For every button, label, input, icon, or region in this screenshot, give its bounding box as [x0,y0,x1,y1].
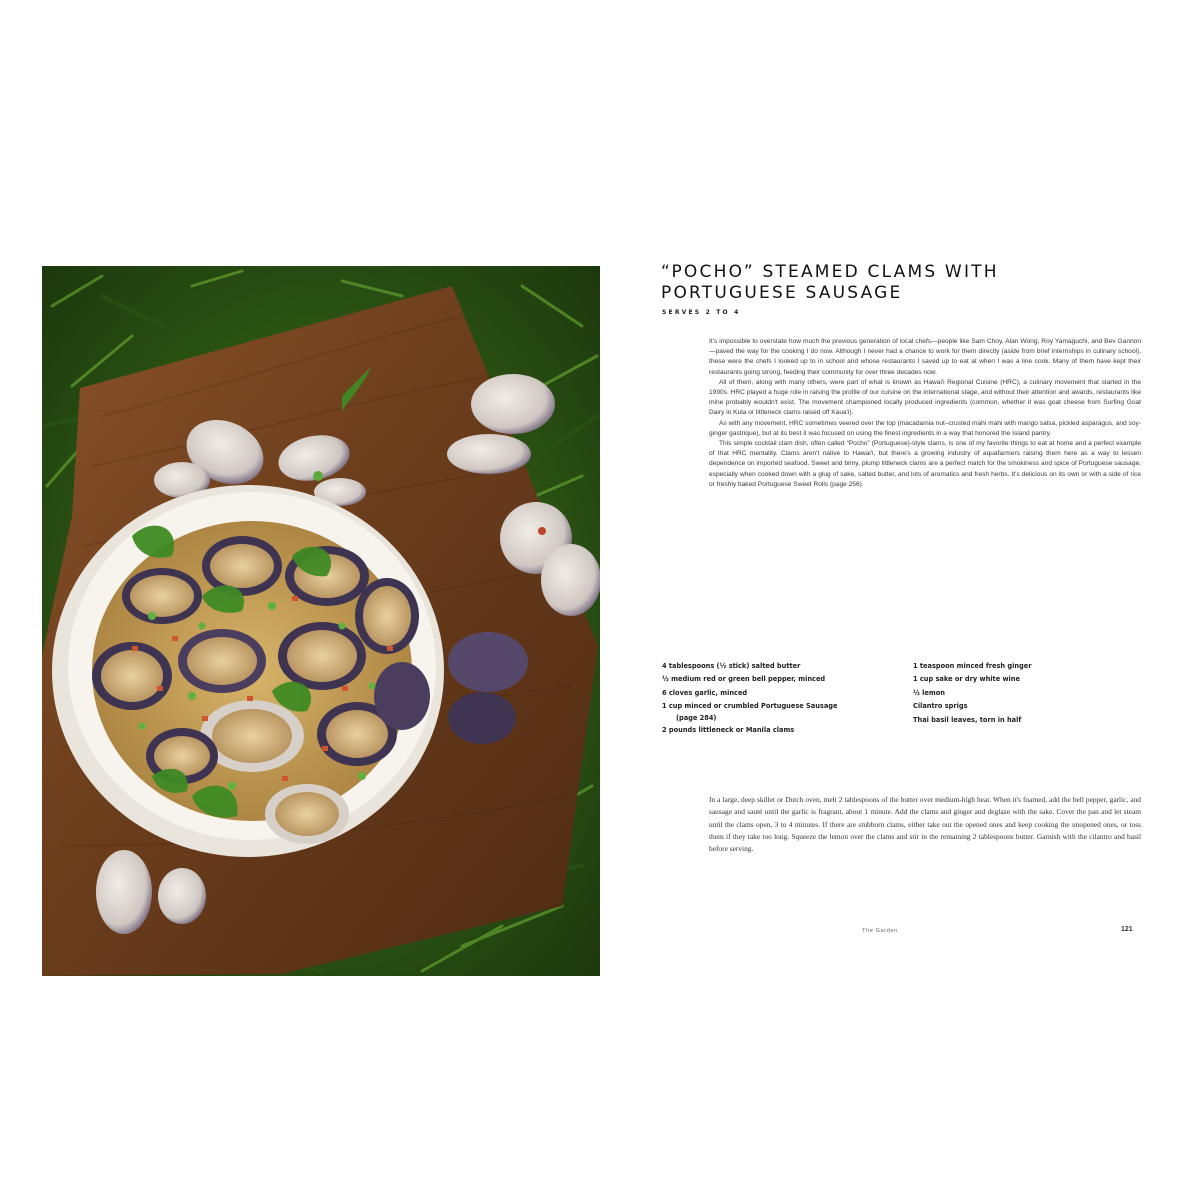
ingredient-text: 2 pounds littleneck or Manila clams [662,725,795,734]
ingredient-item [662,660,913,673]
ingredient-item [662,700,913,723]
ingredient-text: 6 cloves garlic, minced [662,688,748,697]
recipe-title-line-2: PORTUGUESE SAUSAGE [661,283,903,303]
ingredient-note: (page 284) [676,713,717,722]
recipe-intro [709,337,1141,490]
ingredient-item [662,673,913,686]
recipe-title [661,262,1141,304]
intro-paragraph: All of them, along with many others, were part of what is known as Hawai'i Regional Cuisine (HRC), a culinary movement that started in the 1990s. HRC played a huge role in raising the profile of our cuisine on the international stage, and without their attention and awards, restaurants like mine probably wouldn't exist. The movement championed locally produced ingredients (common, whether it was goat cheese from Surfing Goat Dairy in Kula or littleneck clams raised off Kaua'i). [709,378,1141,417]
ingredient-item [662,687,913,700]
ingredient-item [913,714,1133,727]
ingredient-item [913,700,1133,713]
page-number: 121 [1121,926,1133,933]
ingredients-list [662,660,1142,737]
ingredient-text: 4 tablespoons (½ stick) salted butter [662,662,801,670]
ingredient-item [913,687,1133,700]
recipe-title-line-1: “POCHO” STEAMED CLAMS WITH [661,262,999,282]
ingredient-item [913,673,1133,686]
intro-paragraph: It's impossible to overstate how much the previous generation of local chefs—people like Sam Choy, Alan Wong, Roy Yamaguchi, and Bev Gannon—paved the way for the cooking I do now. Although I never had a chance to work for them directly (aside from brief internships in culinary school), these were the chefs I looked up to in school and whose restaurants I saved up to eat at when I was a line cook. Many of them have kept their restaurants going strong, feeding their community for over three decades now. [709,338,1141,376]
ingredients-column-right [913,660,1133,737]
ingredients-column-left [662,660,913,737]
recipe-method: In a large, deep skillet or Dutch oven, melt 2 tablespoons of the butter over medium-high heat. When it's foamed, add the bell pepper, garlic, and sausage and sauté until the garlic is fragrant, about 1 minute. Add the clams and ginger and deglaze with the sake. Cover the pan and let steam until the clams open, 3 to 4 minutes. If there are stubborn clams, either take out the opened ones and keep cooking the unopened ones, or toss them if they take too long. Squeeze the lemon over the clams and stir in the remaining 2 tablespoons butter. Garnish with the cilantro and basil before serving. [709,795,1141,854]
ingredient-text: ½ lemon [913,688,945,697]
ingredient-item [913,660,1133,673]
running-footer-section: The Garden [862,928,898,934]
ingredient-item [662,724,913,737]
ingredient-text: 1 cup minced or crumbled Portuguese Sausage [662,702,838,711]
ingredient-text: 1 teaspoon minced fresh ginger [913,662,1032,670]
ingredient-text: 1 cup sake or dry white wine [913,675,1020,684]
intro-paragraph: This simple cocktail clam dish, often called “Pocho” (Portuguese)-style clams, is one of my favorite things to eat at home and a perfect example of that HRC mentality. Clams aren't native to Hawai'i, but there's a growing industry of aquafarmers raising them here as a way to lessen dependence on imported seafood. Sweet and briny, plump littleneck clams are a perfect match for the smokiness and spice of Portuguese sausage, especially when cooked down with a glug of sake, salted butter, and lots of aromatics and fresh herbs. It's delicious on its own or with a side of rice or freshly baked Portuguese Sweet Rolls (page 256). [709,440,1141,488]
servings: SERVES 2 TO 4 [662,309,741,316]
ingredient-text: Cilantro sprigs [913,702,968,711]
recipe-photo [42,266,600,976]
steamed-clams-photo [42,266,600,976]
ingredient-text: Thai basil leaves, torn in half [913,715,1022,724]
intro-paragraph: As with any movement, HRC sometimes veered over the top (macadamia nut–crusted mahi mahi with mango salsa, pickled asparagus, and soy-ginger gastrique), but at its best it was focused on using the finest ingredients in a way that honored the Island pantry. [709,419,1141,437]
ingredient-text: ½ medium red or green bell pepper, minced [662,675,826,684]
